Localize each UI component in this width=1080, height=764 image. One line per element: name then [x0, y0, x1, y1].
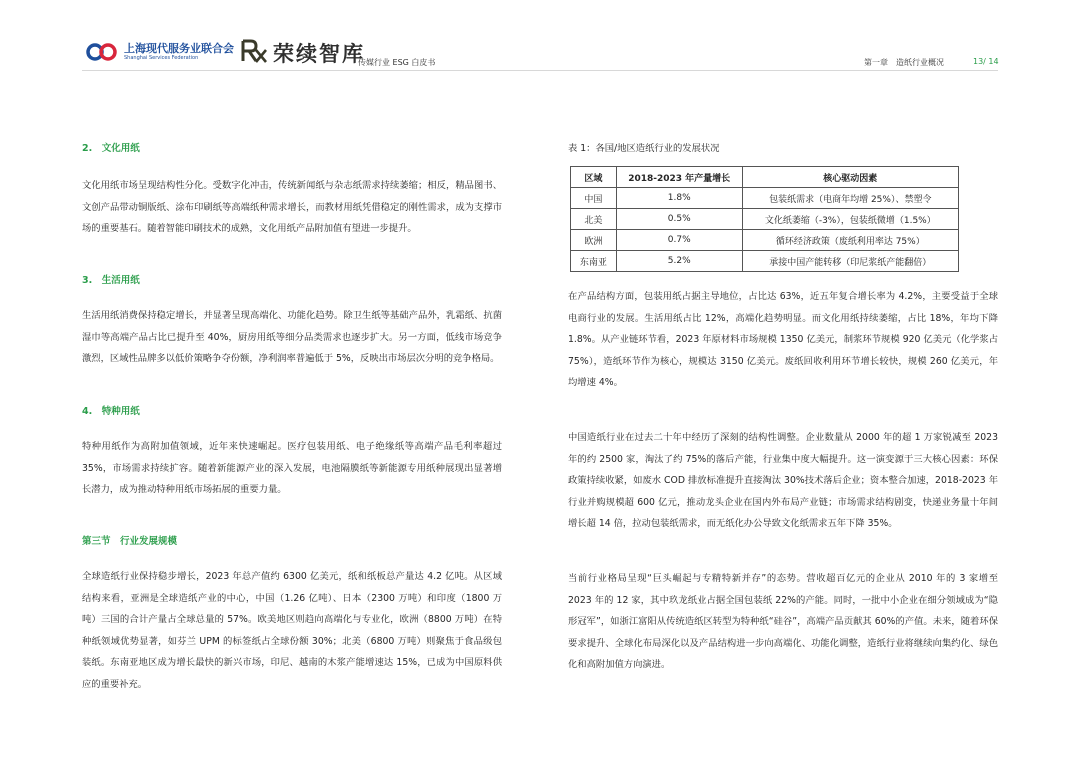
- header-divider: [82, 70, 998, 71]
- paragraph-china-restructuring: 中国造纸行业在过去二十年中经历了深刻的结构性调整。企业数量从 2000 年的超 1 万家锐减至 2023 年的约 2500 家，淘汰了约 75%的落后产能，行业集中度大幅提升。这一演变源于三大核心因素：环保政策持续收紧，如废水 COD 排放标准提升直接淘汰 30%技术落后企业；资本整合加速，2018-2023 年行业并购规模超 600 亿元，推动龙头企业在国内外布局产业链；市场需求结构剧变，快递业务量十年间增长超 14 倍，拉动包装纸需求，而无纸化办公导致文化纸需求五年下降 35%。: [568, 432, 998, 529]
- table-row: [571, 251, 959, 272]
- book-title: 传媒行业 ESG 白皮书: [358, 58, 436, 67]
- table-header-row: [571, 167, 959, 188]
- federation-english-name: Shanghai Services Federation: [124, 55, 199, 61]
- table-row: [571, 188, 959, 209]
- table-caption: 表 1：各国/地区造纸行业的发展状况: [568, 143, 720, 154]
- page-number: 13/ 14: [973, 57, 999, 66]
- table-header-cell: 核心驱动因素: [742, 167, 958, 188]
- table-cell-region: 北美: [571, 209, 617, 230]
- heading-cultural-paper: 2. 文化用纸: [82, 143, 140, 154]
- table-cell-growth: 1.8%: [616, 188, 742, 209]
- table-cell-driver: 循环经济政策（废纸利用率达 75%）: [742, 230, 958, 251]
- chapter-title: 第一章 造纸行业概况: [864, 58, 944, 67]
- table-cell-region: 东南亚: [571, 251, 617, 272]
- table-header-cell: 2018-2023 年产量增长: [616, 167, 742, 188]
- table-cell-growth: 0.7%: [616, 230, 742, 251]
- paragraph-industry-pattern: 当前行业格局呈现“巨头崛起与专精特新并存”的态势。营收超百亿元的企业从 2010 年的 3 家增至 2023 年的 12 家，其中玖龙纸业占据全国包装纸 22%的产能。同时，一批中小企业在细分领域成为“隐形冠军”，如浙江富阳从传统造纸区转型为特种纸“硅谷”，高端产品贡献其 60%的产值。未来，随着环保要求提升、全球化布局深化以及产品结构进一步向高端化、功能化调整，造纸行业将继续向集约化、绿色化和高附加值方向演进。: [568, 573, 998, 670]
- heading-household-paper: 3. 生活用纸: [82, 275, 140, 286]
- federation-name: 上海现代服务业联合会: [124, 42, 234, 55]
- regional-development-table: [570, 166, 959, 272]
- table-cell-driver: 包装纸需求（电商年均增 25%）、禁塑令: [742, 188, 958, 209]
- table-row: [571, 230, 959, 251]
- page-header: [0, 0, 1080, 80]
- think-tank-name: 荣续智库: [273, 42, 365, 66]
- paragraph-cultural-paper: 文化用纸市场呈现结构性分化。受数字化冲击，传统新闻纸与杂志纸需求持续萎缩；相反，精品图书、文创产品带动铜版纸、涂布印刷纸等高端纸种需求增长，而教材用纸凭借稳定的刚性需求，成为支撑市场的重要基石。随着智能印刷技术的成熟，文化用纸产品附加值有望进一步提升。: [82, 180, 502, 234]
- table-cell-driver: 文化纸萎缩（-3%），包装纸微增（1.5%）: [742, 209, 958, 230]
- think-tank-logo-icon: [240, 38, 268, 64]
- federation-logo-icon: [86, 40, 118, 64]
- table-cell-growth: 5.2%: [616, 251, 742, 272]
- heading-specialty-paper: 4. 特种用纸: [82, 406, 140, 417]
- table-cell-growth: 0.5%: [616, 209, 742, 230]
- table-cell-region: 欧洲: [571, 230, 617, 251]
- paragraph-specialty-paper: 特种用纸作为高附加值领域，近年来快速崛起。医疗包装用纸、电子绝缘纸等高端产品毛利率超过35%，市场需求持续扩容。随着新能源产业的深入发展，电池隔膜纸等新能源专用纸种展现出显著增长潜力，成为推动特种用纸市场拓展的重要力量。: [82, 441, 502, 495]
- paragraph-global-scale: 全球造纸行业保持稳步增长，2023 年总产值约 6300 亿美元，纸和纸板总产量达 4.2 亿吨。从区域结构来看，亚洲是全球造纸产业的中心，中国（1.26 亿吨）、日本（2300 万吨）和印度（1800 万吨）三国的合计产量占全球总量的 57%。欧美地区则趋向高端化与专业化，欧洲（8800 万吨）在特种纸领域优势显著，如芬兰 UPM 的标签纸占全球份额 30%；北美（6800 万吨）则聚焦于食品级包装纸。东南亚地区成为增长最快的新兴市场，印尼、越南的木浆产能增速达 15%，已成为中国原料供应的重要补充。: [82, 571, 502, 690]
- table-row: [571, 209, 959, 230]
- table-cell-region: 中国: [571, 188, 617, 209]
- section-title-industry-scale: 第三节 行业发展规模: [82, 536, 178, 547]
- paragraph-household-paper: 生活用纸消费保持稳定增长，并显著呈现高端化、功能化趋势。除卫生纸等基础产品外，乳霜纸、抗菌湿巾等高端产品占比已提升至 40%，厨房用纸等细分品类需求也逐步扩大。另一方面，低线市场竞争激烈，区域性品牌多以低价策略争夺份额，净利润率普遍低于 5%，反映出市场层次分明的竞争格局。: [82, 310, 502, 364]
- table-cell-driver: 承接中国产能转移（印尼浆纸产能翻倍）: [742, 251, 958, 272]
- table-header-cell: 区域: [571, 167, 617, 188]
- paragraph-product-structure: 在产品结构方面，包装用纸占据主导地位，占比达 63%，近五年复合增长率为 4.2%，主要受益于全球电商行业的发展。生活用纸占比 12%，高端化趋势明显。而文化用纸持续萎缩，占比 18%，年均下降 1.8%。从产业链环节看，2023 年原材料市场规模 1350 亿美元，制浆环节规模 920 亿美元（化学浆占 75%），造纸环节作为核心，规模达 3150 亿美元。废纸回收利用环节增长较快，规模 260 亿美元，年均增速 4%。: [568, 291, 998, 388]
